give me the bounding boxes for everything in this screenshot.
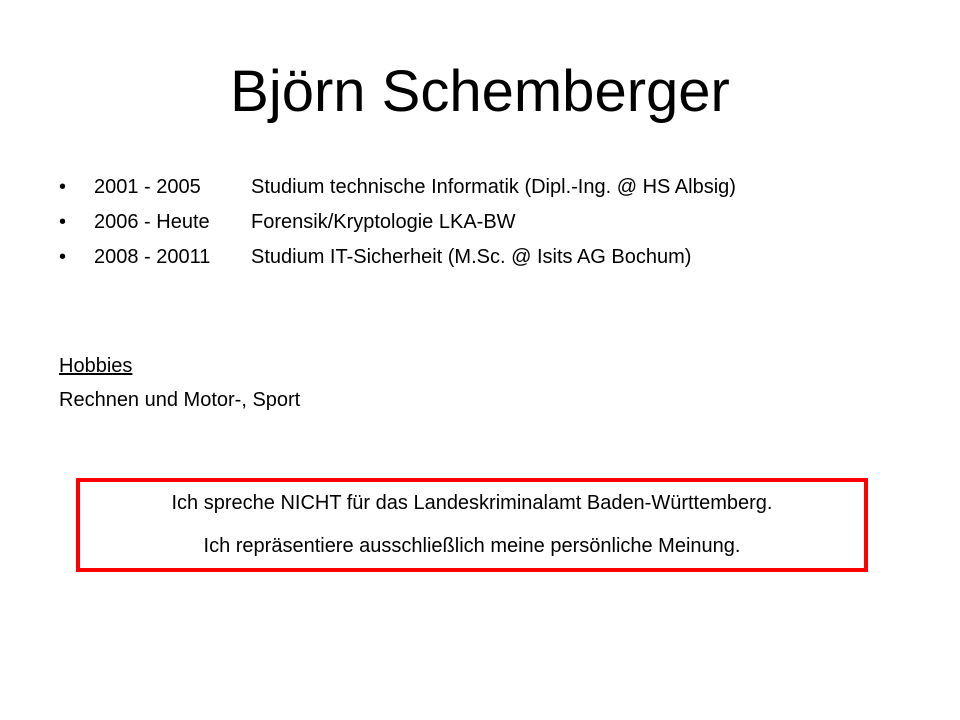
slide-title: Björn Schemberger (230, 59, 730, 124)
cv-item-study-it-security (59, 240, 919, 275)
cv-list (59, 170, 919, 275)
bullet-icon: • (59, 211, 67, 233)
cv-description: Studium IT-Sicherheit (M.Sc. @ Isits AG Bochum) (251, 246, 692, 268)
cv-period: 2006 - Heute (94, 211, 210, 233)
hobbies-heading: Hobbies (59, 355, 133, 377)
cv-period: 2008 - 20011 (94, 246, 211, 268)
disclaimer-line-2: Ich repräsentiere ausschließlich meine persönliche Meinung. (203, 535, 741, 557)
hobbies-text: Rechnen und Motor-, Sport (59, 389, 301, 411)
cv-item-study-informatik (59, 170, 919, 205)
cv-description: Studium technische Informatik (Dipl.-Ing. @ HS Albsig) (251, 176, 736, 198)
bullet-icon: • (59, 176, 67, 198)
cv-period: 2001 - 2005 (94, 176, 201, 198)
cv-description: Forensik/Kryptologie LKA-BW (251, 211, 516, 233)
disclaimer-box (76, 478, 868, 572)
bullet-icon: • (59, 246, 67, 268)
disclaimer-line-1: Ich spreche NICHT für das Landeskriminalamt Baden-Württemberg. (171, 492, 773, 514)
cv-item-forensik (59, 205, 919, 240)
